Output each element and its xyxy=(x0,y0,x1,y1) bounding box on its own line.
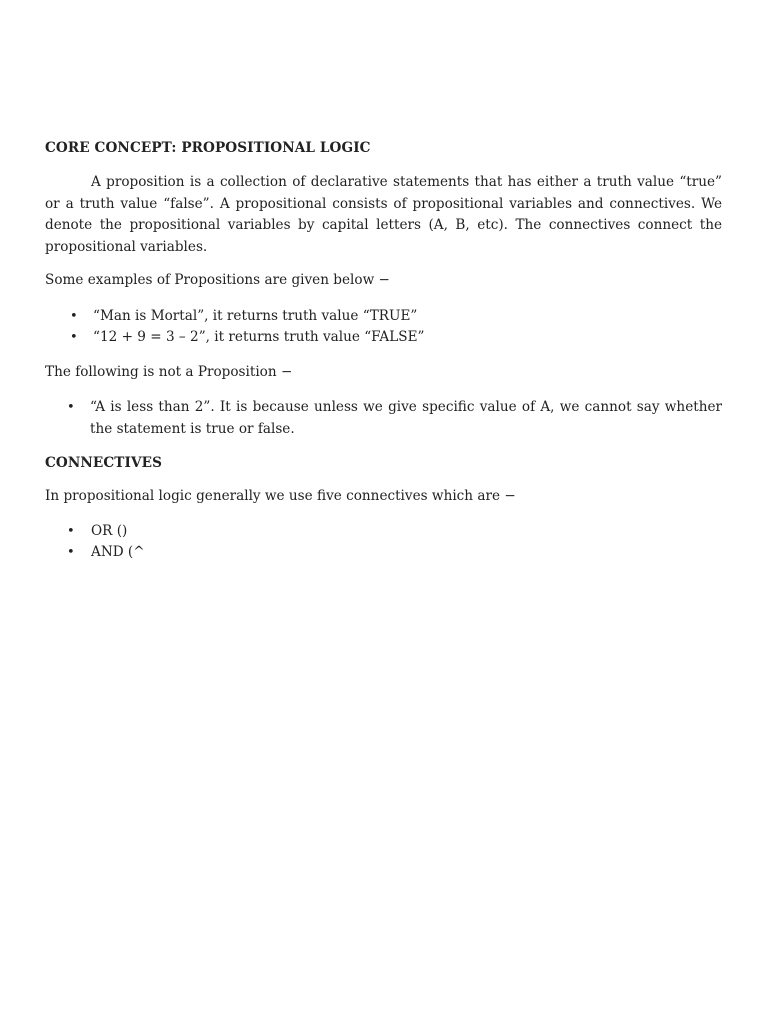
bullet-icon: • xyxy=(70,308,78,324)
not-proposition-text: “A is less than 2”. It is because unless we give specific value of A, we cannot say whether the statement is true or false. xyxy=(90,399,722,437)
example-text: “12 + 9 = 3 – 2”, it returns truth value “FALSE” xyxy=(93,329,425,345)
list-item xyxy=(45,306,722,328)
examples-list xyxy=(45,306,722,349)
bullet-icon: • xyxy=(67,545,75,560)
list-item xyxy=(45,397,722,440)
connective-text: AND (^ xyxy=(91,544,145,560)
list-item xyxy=(45,521,722,543)
list-item xyxy=(45,542,722,564)
list-item xyxy=(45,327,722,349)
connectives-list xyxy=(45,521,722,564)
not-proposition-list xyxy=(45,397,722,440)
document-page xyxy=(45,138,722,564)
connectives-intro: In propositional logic generally we use five connectives which are − xyxy=(45,488,516,504)
bullet-icon: • xyxy=(67,523,75,539)
intro-paragraph: A proposition is a collection of declarative statements that has either a truth value “true” or a truth value “false”. A propositional consists of propositional variables and connectives. We denote the propositional variables by capital letters (A, B, etc). The connectives connect the propositional variables. xyxy=(45,174,722,255)
bullet-icon: • xyxy=(67,400,75,415)
examples-intro: Some examples of Propositions are given below − xyxy=(45,272,390,288)
connective-text: OR () xyxy=(91,522,128,539)
section-heading-core-concept: CORE CONCEPT: PROPOSITIONAL LOGIC xyxy=(45,140,371,156)
example-text: “Man is Mortal”, it returns truth value “TRUE” xyxy=(93,307,418,324)
bullet-icon: • xyxy=(70,330,78,345)
section-heading-connectives: CONNECTIVES xyxy=(45,455,162,471)
not-proposition-intro: The following is not a Proposition − xyxy=(45,363,293,380)
